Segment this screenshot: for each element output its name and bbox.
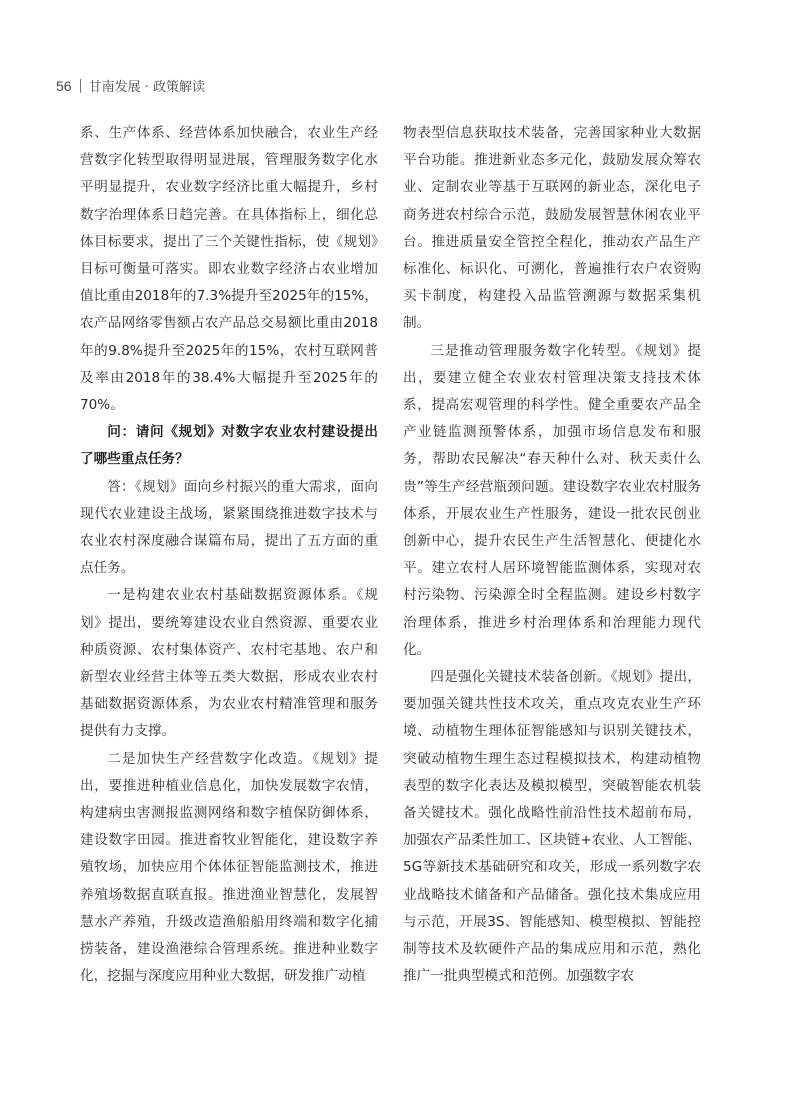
page-number: 56 (56, 77, 72, 94)
page-header (56, 76, 205, 95)
paragraph: 三是推动管理服务数字化转型。《规划》提出，要建立健全农业农村管理决策支持技术体系，提高宏观管理的科学性。健全重要农产品全产业链监测预警体系，加强市场信息发布和服务，帮助农民解决“春天种什么对、秋天卖什么贵”等生产经营瓶颈问题。建设数字农业农村服务体系，开展农业生产性服务，建设一批农民创业创新中心，提升农民生产生活智慧化、便捷化水平。建立农村人居环境智能监测体系，实现对农村污染物、污染源全时全程监测。建设乡村数字治理体系，推进乡村治理体系和治理能力现代化。 (403, 342, 701, 658)
header-divider (80, 79, 81, 93)
question-heading: 问：请问《规划》对数字农业农村建设提出了哪些重点任务？ (80, 424, 378, 468)
section-title: 甘南发展 · 政策解读 (88, 80, 205, 95)
paragraph: 一是构建农业农村基础数据资源体系。《规划》提出，要统筹建设农业自然资源、重要农业种质资源、农村集体资产、农村宅基地、农户和新型农业经营主体等五类大数据，形成农业农村基础数据资源体系，为农业农村精准管理和服务提供有力支撑。 (80, 587, 378, 740)
paragraph: 二是加快生产经营数字化改造。《规划》提出，要推进种植业信息化，加快发展数字农情，构建病虫害测报监测网络和数字植保防御体系，建设数字田园。推进畜牧业智能化，建设数字养殖牧场，加快应用个体体征智能监测技术，推进养殖场数据直联直报。推进渔业智慧化，发展智慧水产养殖，升级改造渔船船用终端和数字化捕捞装备，建设渔港综合管理系统。推进种业数字化，挖掘与深度应用种业大数据，研发推广动植 (80, 750, 378, 985)
left-column (80, 120, 378, 991)
paragraph: 物表型信息获取技术装备，完善国家种业大数据平台功能。推进新业态多元化，鼓励发展众筹农业、定制农业等基于互联网的新业态，深化电子商务进农村综合示范，鼓励发展智慧休闲农业平台。推进质量安全管控全程化，推动农产品生产标准化、标识化、可溯化，普遍推行农户农资购买卡制度，构建投入品监管溯源与数据采集机制。 (403, 125, 701, 332)
paragraph: 答：《规划》面向乡村振兴的重大需求，面向现代农业建设主战场，紧紧围绕推进数字技术与农业农村深度融合谋篇布局，提出了五方面的重点任务。 (80, 478, 378, 577)
paragraph: 系、生产体系、经营体系加快融合，农业生产经营数字化转型取得明显进展，管理服务数字化水平明显提升，农业数字经济比重大幅提升，乡村数字治理体系日趋完善。在具体指标上，细化总体目标要求，提出了三个关键性指标，使《规划》目标可衡量可落实。即农业数字经济占农业增加值比重由2018年的7.3%提升至2025年的15%，农产品网络零售额占农产品总交易额比重由2018年的9.8%提升至2025年的15%，农村互联网普及率由2018年的38.4%大幅提升至2025年的70%。 (80, 125, 378, 414)
paragraph: 四是强化关键技术装备创新。《规划》提出，要加强关键共性技术攻关，重点攻克农业生产环境、动植物生理体征智能感知与识别关键技术，突破动植物生理生态过程模拟技术，构建动植物表型的数字化表达及模拟模型，突破智能农机装备关键技术。强化战略性前沿性技术超前布局，加强农产品柔性加工、区块链+农业、人工智能、5G等新技术基础研究和攻关，形成一系列数字农业战略技术储备和产品储备。强化技术集成应用与示范，开展3S、智能感知、模型模拟、智能控制等技术及软硬件产品的集成应用和示范，熟化推广一批典型模式和范例。加强数字农 (403, 669, 701, 985)
right-column (403, 120, 701, 991)
